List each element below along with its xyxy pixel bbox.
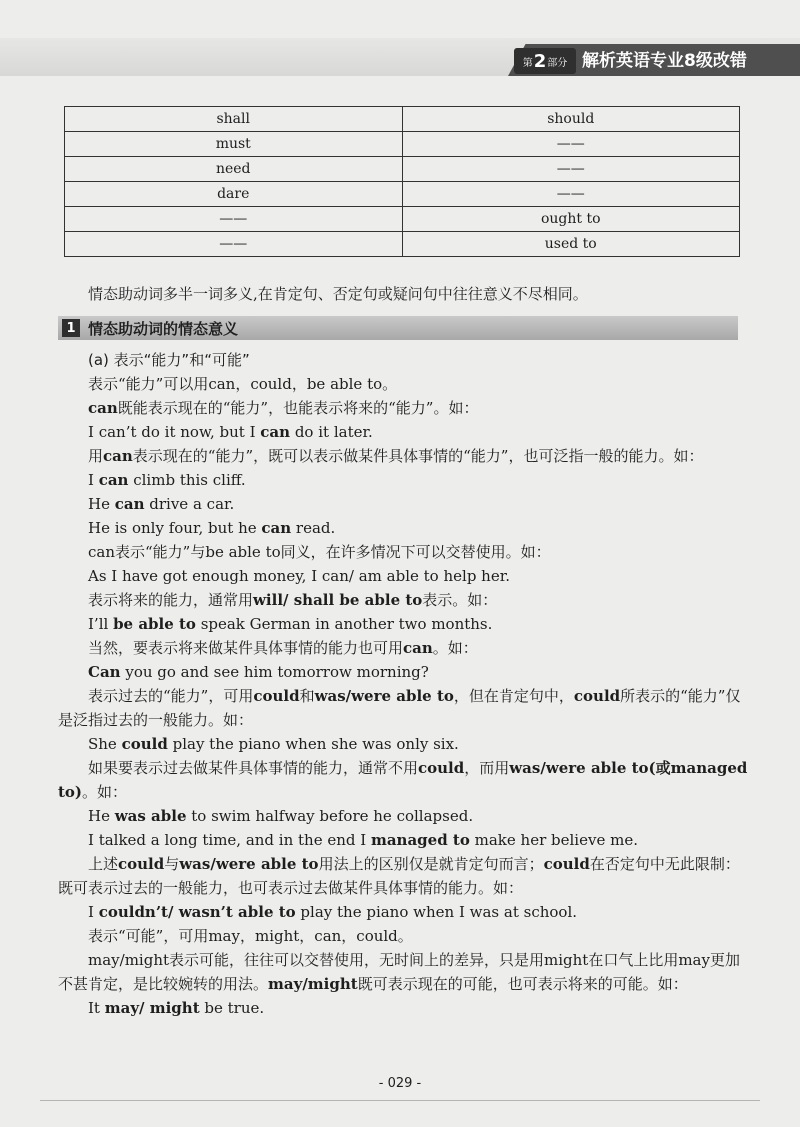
text-span: may/might表示可能，往往可以交替使用，无时间上的差异，只是用might在口气上比用may更加不甚肯定，是比较婉转的用法。 xyxy=(58,951,740,993)
text-line: 表示“可能”，可用may，might，can，could。 xyxy=(88,927,413,945)
text-span: 。如： xyxy=(82,783,128,801)
text-span: speak German in another two months. xyxy=(195,615,493,633)
table-row xyxy=(65,157,740,182)
example-line xyxy=(58,612,748,636)
table-cell: should xyxy=(402,107,740,132)
text-span: He xyxy=(88,495,115,513)
text-span: 既能表示现在的“能力”，也能表示将来的“能力”。如： xyxy=(117,399,479,417)
keyword: was able xyxy=(114,807,187,825)
table-cell: —— xyxy=(65,207,403,232)
subheading-a: (a) 表示“能力”和“可能” xyxy=(88,351,250,369)
table-cell: —— xyxy=(402,132,740,157)
table-cell: must xyxy=(65,132,403,157)
text-span: 如果要表示过去做某件具体事情的能力，通常不用 xyxy=(88,759,419,777)
example-line xyxy=(58,468,748,492)
table-cell: used to xyxy=(402,232,740,257)
keyword: could xyxy=(543,855,590,873)
text-span: 所表示的“能力”仅是泛指过去的一般能力。如： xyxy=(58,687,741,729)
example-line xyxy=(58,828,748,852)
table-row xyxy=(65,182,740,207)
intro-paragraph: 情态助动词多半一词多义,在肯定句、否定句或疑问句中往往意义不尽相同。 xyxy=(88,285,588,303)
text-span: to swim halfway before he collapsed. xyxy=(186,807,474,825)
keyword: can xyxy=(88,399,118,417)
keyword: could xyxy=(118,855,165,873)
keyword: may/might xyxy=(268,975,358,993)
example-line xyxy=(58,900,748,924)
text-span: I talked a long time, and in the end I xyxy=(88,831,371,849)
text-span: 用法上的区别仅是就肯定句而言； xyxy=(318,855,544,873)
keyword: managed to xyxy=(370,831,470,849)
example-line xyxy=(58,732,748,756)
text-span: you go and see him tomorrow morning? xyxy=(120,663,429,681)
text-span: It xyxy=(88,999,105,1017)
example-line xyxy=(58,804,748,828)
part-suffix: 部分 xyxy=(547,57,568,69)
text-span: 和 xyxy=(299,687,315,705)
keyword: was/were able to(或managed to) xyxy=(58,759,748,801)
keyword: was/were able to xyxy=(314,687,454,705)
keyword: couldn’t/ wasn’t able to xyxy=(98,903,296,921)
section-number: 1 xyxy=(62,319,80,337)
text-span: 用 xyxy=(88,447,104,465)
keyword: could xyxy=(418,759,465,777)
part-prefix: 第 xyxy=(522,57,533,69)
keyword: could xyxy=(253,687,300,705)
table-row xyxy=(65,207,740,232)
text-span: do it later. xyxy=(290,423,373,441)
part-badge xyxy=(514,48,576,74)
paragraph xyxy=(58,684,748,732)
text-line xyxy=(58,396,748,420)
keyword: could xyxy=(573,687,621,705)
page-content xyxy=(58,282,748,1020)
text-span: 当然，要表示将来做某件具体事情的能力也可用 xyxy=(88,639,404,657)
part-number: 2 xyxy=(533,50,547,72)
keyword: can xyxy=(261,519,292,537)
paragraph xyxy=(58,444,748,468)
example-line xyxy=(58,660,748,684)
keyword: Can xyxy=(88,663,121,681)
paragraph xyxy=(58,852,748,900)
section-title: 情态助动词的情态意义 xyxy=(88,319,239,338)
text-span: 上述 xyxy=(88,855,119,873)
text-span: 表示过去的“能力”，可用 xyxy=(88,687,254,705)
table-cell: —— xyxy=(402,182,740,207)
table-cell: ought to xyxy=(402,207,740,232)
text-span: I can’t do it now, but I xyxy=(88,423,261,441)
header-title: 解析英语专业8级改错 xyxy=(582,51,747,71)
example-line xyxy=(58,996,748,1020)
text-span: climb this cliff. xyxy=(128,471,246,489)
text-span: 表示现在的“能力”，既可以表示做某件具体事情的“能力”，也可泛指一般的能力。如： xyxy=(132,447,704,465)
page-number: - 029 - xyxy=(378,1076,422,1091)
text-span: drive a car. xyxy=(144,495,235,513)
text-line xyxy=(58,588,748,612)
divider xyxy=(40,1100,760,1101)
text-span: 表示将来的能力，通常用 xyxy=(88,591,254,609)
example-line: As I have got enough money, I can/ am able to help her. xyxy=(88,567,511,585)
text-span: ，而用 xyxy=(464,759,510,777)
text-line xyxy=(58,636,748,660)
keyword: can xyxy=(403,639,433,657)
table-row xyxy=(65,107,740,132)
text-span: read. xyxy=(291,519,336,537)
table-row xyxy=(65,132,740,157)
text-line: can表示“能力”与be able to同义，在许多情况下可以交替使用。如： xyxy=(88,543,551,561)
text-span: He is only four, but he xyxy=(88,519,262,537)
text-span: ，但在肯定句中， xyxy=(453,687,574,705)
keyword: can xyxy=(114,495,145,513)
section-heading xyxy=(58,316,738,340)
text-span: play the piano when I was at school. xyxy=(295,903,578,921)
example-line xyxy=(58,516,748,540)
text-span: 表示。如： xyxy=(422,591,498,609)
text-span: She xyxy=(88,735,122,753)
table-cell: —— xyxy=(402,157,740,182)
text-span: 。如： xyxy=(432,639,478,657)
table-cell: shall xyxy=(65,107,403,132)
table-cell: dare xyxy=(65,182,403,207)
text-span: I’ll xyxy=(88,615,114,633)
paragraph xyxy=(58,756,748,804)
keyword: will/ shall be able to xyxy=(253,591,423,609)
text-span: I xyxy=(88,471,99,489)
table-row xyxy=(65,232,740,257)
text-span: I xyxy=(88,903,99,921)
text-span: 与 xyxy=(164,855,180,873)
keyword: can xyxy=(98,471,129,489)
keyword: may/ might xyxy=(104,999,200,1017)
keyword: be able to xyxy=(113,615,196,633)
paragraph xyxy=(58,948,748,996)
text-line: 表示“能力”可以用can，could，be able to。 xyxy=(88,375,398,393)
keyword: could xyxy=(121,735,168,753)
example-line xyxy=(58,492,748,516)
keyword: can xyxy=(260,423,291,441)
example-line xyxy=(58,420,748,444)
text-span: 在否定句中无此限制：既可表示过去的一般能力，也可表示过去做某件具体事情的能力。如： xyxy=(58,855,740,897)
keyword: can xyxy=(103,447,133,465)
text-span: make her believe me. xyxy=(469,831,638,849)
keyword: was/were able to xyxy=(179,855,319,873)
table-cell: need xyxy=(65,157,403,182)
text-span: He xyxy=(88,807,115,825)
text-span: 既可表示现在的可能，也可表示将来的可能。如： xyxy=(357,975,688,993)
table-cell: —— xyxy=(65,232,403,257)
text-span: play the piano when she was only six. xyxy=(167,735,459,753)
text-span: be true. xyxy=(199,999,265,1017)
modal-verb-table xyxy=(64,106,740,257)
